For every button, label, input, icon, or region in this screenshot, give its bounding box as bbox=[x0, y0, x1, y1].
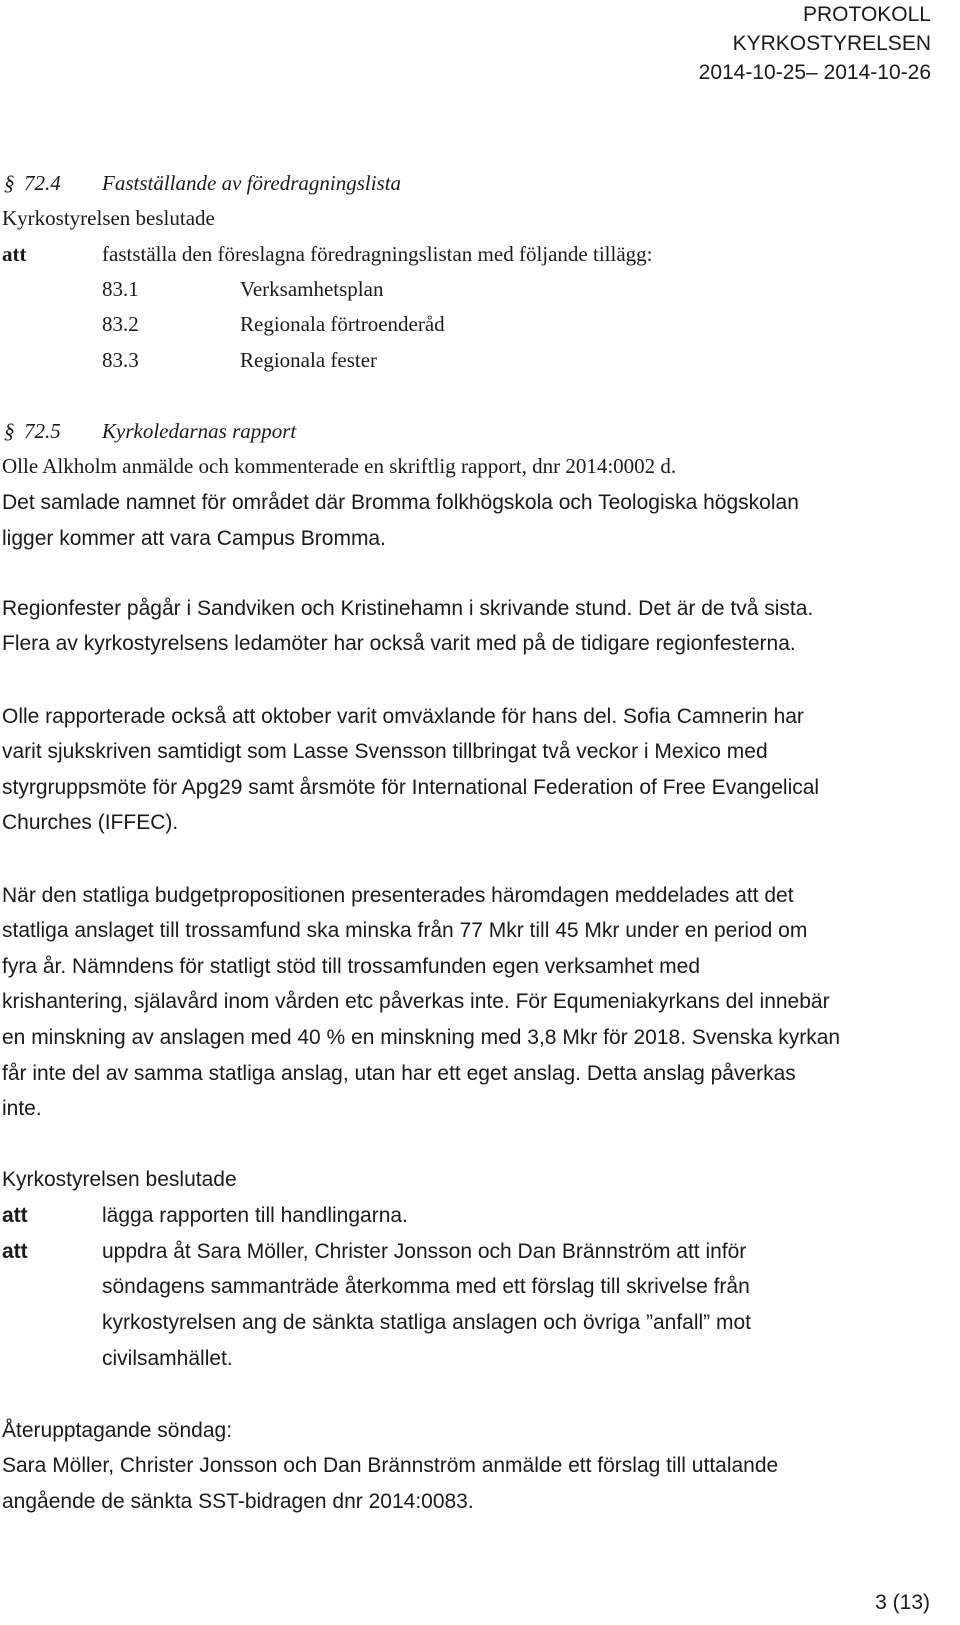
decision-text: uppdra åt Sara Möller, Christer Jonsson och Dan Brännström att inför bbox=[102, 1240, 747, 1263]
paragraph-line: varit sjukskriven samtidigt som Lasse Svensson tillbringat två veckor i Mexico med bbox=[2, 740, 768, 763]
paragraph-line: Olle rapporterade också att oktober varit omväxlande för hans del. Sofia Camnerin har bbox=[2, 705, 804, 728]
addition-label: Regionala fester bbox=[240, 348, 378, 372]
resumed-text: angående de sänkta SST-bidragen dnr 2014:0083. bbox=[2, 1490, 474, 1513]
org-name: KYRKOSTYRELSEN bbox=[732, 32, 931, 55]
paragraph-line: får inte del av samma statliga anslag, utan har ett eget anslag. Detta anslag påverkas bbox=[2, 1062, 796, 1085]
addition-number: 83.3 bbox=[102, 348, 139, 372]
section-number: 72.5 bbox=[24, 419, 61, 443]
paragraph-line: Churches (IFFEC). bbox=[2, 811, 179, 834]
decision-text: civilsamhället. bbox=[102, 1347, 233, 1370]
paragraph-line: Flera av kyrkostyrelsens ledamöter har också varit med på de tidigare regionfesterna. bbox=[2, 632, 796, 655]
addition-label: Verksamhetsplan bbox=[240, 277, 384, 301]
att-label: att bbox=[2, 1240, 28, 1263]
section-mark: § bbox=[4, 419, 15, 443]
paragraph-line: När den statliga budgetpropositionen presenterades häromdagen meddelades att det bbox=[2, 884, 794, 907]
paragraph-line: ligger kommer att vara Campus Bromma. bbox=[2, 527, 386, 550]
att-label: att bbox=[2, 1204, 28, 1227]
page-number: 3 (13) bbox=[875, 1591, 930, 1614]
addition-number: 83.1 bbox=[102, 277, 139, 301]
page-header bbox=[699, 0, 931, 87]
resumed-text: Sara Möller, Christer Jonsson och Dan Brännström anmälde ett förslag till uttalande bbox=[2, 1454, 779, 1477]
resumed-heading: Återupptagande söndag: bbox=[2, 1419, 233, 1442]
meeting-dates: 2014-10-25– 2014-10-26 bbox=[698, 61, 931, 84]
section-mark: § bbox=[4, 171, 15, 195]
report-intro: Olle Alkholm anmälde och kommenterade en skriftlig rapport, dnr 2014:0002 d. bbox=[2, 454, 677, 478]
addition-label: Regionala förtroenderåd bbox=[240, 312, 445, 336]
paragraph-line: statliga anslaget till trossamfund ska minska från 77 Mkr till 45 Mkr under en period om bbox=[2, 919, 808, 942]
paragraph-line: krishantering, själavård inom vården etc påverkas inte. För Equmeniakyrkans del innebär bbox=[2, 990, 830, 1013]
section-number: 72.4 bbox=[24, 171, 61, 195]
decision-text: fastställa den föreslagna föredragningslistan med följande tillägg: bbox=[102, 242, 653, 266]
addition-number: 83.2 bbox=[102, 312, 139, 336]
doc-type: PROTOKOLL bbox=[803, 3, 931, 26]
paragraph-line: styrgruppsmöte för Apg29 samt årsmöte för International Federation of Free Evangelical bbox=[2, 776, 820, 799]
paragraph-line: inte. bbox=[2, 1097, 42, 1120]
att-label: att bbox=[2, 242, 27, 266]
paragraph-line: Det samlade namnet för området där Bromma folkhögskola och Teologiska högskolan bbox=[2, 491, 799, 514]
paragraph-line: en minskning av anslagen med 40 % en minskning med 3,8 Mkr för 2018. Svenska kyrkan bbox=[2, 1026, 841, 1049]
paragraph-line: fyra år. Nämndens för statligt stöd till trossamfunden egen verksamhet med bbox=[2, 955, 700, 978]
decision-text: kyrkostyrelsen ang de sänkta statliga anslagen och övriga ”anfall” mot bbox=[102, 1311, 752, 1334]
decided-by-label: Kyrkostyrelsen beslutade bbox=[2, 1168, 237, 1191]
decided-by-label: Kyrkostyrelsen beslutade bbox=[2, 206, 215, 230]
section-title: Kyrkoledarnas rapport bbox=[102, 419, 297, 443]
decision-text: söndagens sammanträde återkomma med ett förslag till skrivelse från bbox=[102, 1275, 750, 1298]
decision-text: lägga rapporten till handlingarna. bbox=[102, 1204, 408, 1227]
section-title: Fastställande av föredragningslista bbox=[102, 171, 402, 195]
paragraph-line: Regionfester pågår i Sandviken och Kristinehamn i skrivande stund. Det är de två sista. bbox=[2, 597, 814, 620]
